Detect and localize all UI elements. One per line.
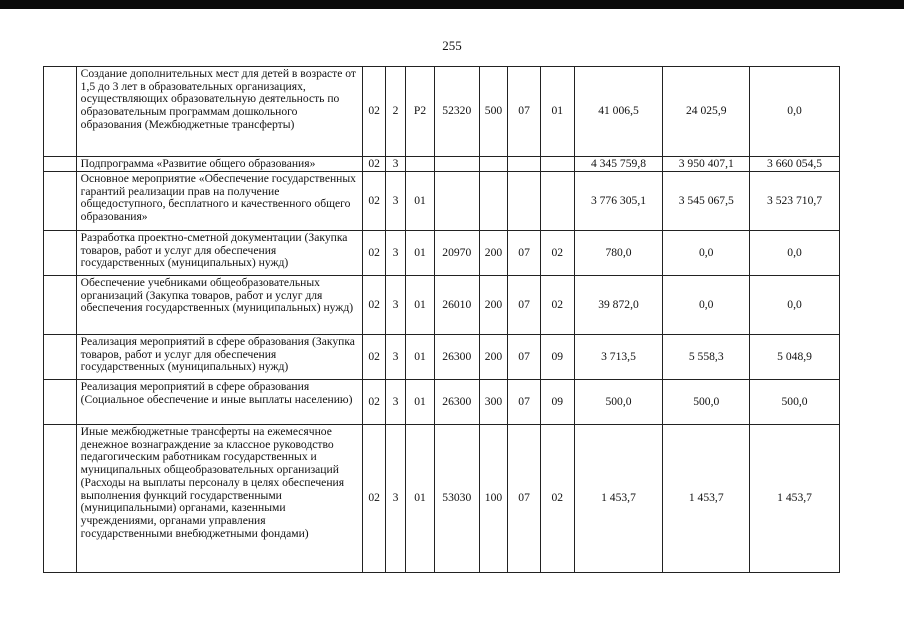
- code-measure: 01: [406, 335, 435, 380]
- amount-year-3: 5 048,9: [750, 335, 840, 380]
- code-program: 02: [363, 276, 385, 335]
- row-index-cell: [44, 231, 77, 276]
- amount-year-3: 3 523 710,7: [750, 172, 840, 231]
- table-row: [44, 157, 840, 172]
- code-subprogram: 3: [385, 335, 405, 380]
- code-program: 02: [363, 172, 385, 231]
- amount-year-1: 39 872,0: [574, 276, 663, 335]
- code-section: 07: [508, 67, 541, 157]
- code-direction: [434, 172, 479, 231]
- code-subsection: 09: [540, 380, 574, 425]
- budget-table: [43, 66, 840, 573]
- row-name: Подпрограмма «Развитие общего образования»: [76, 157, 363, 172]
- code-section: 07: [508, 425, 541, 573]
- code-subsection: 02: [540, 276, 574, 335]
- code-program: 02: [363, 67, 385, 157]
- code-section: 07: [508, 380, 541, 425]
- amount-year-1: 41 006,5: [574, 67, 663, 157]
- code-direction: 20970: [434, 231, 479, 276]
- code-expense-type: 200: [479, 276, 508, 335]
- amount-year-1: 500,0: [574, 380, 663, 425]
- code-subsection: [540, 157, 574, 172]
- code-direction: 26300: [434, 335, 479, 380]
- row-name: Обеспечение учебниками общеобразовательных организаций (Закупка товаров, работ и услуг для обеспечения государственных (муниципальных) нужд): [76, 276, 363, 335]
- code-program: 02: [363, 157, 385, 172]
- row-index-cell: [44, 172, 77, 231]
- amount-year-1: 3 776 305,1: [574, 172, 663, 231]
- code-measure: 01: [406, 425, 435, 573]
- code-direction: 26300: [434, 380, 479, 425]
- row-name: Создание дополнительных мест для детей в возрасте от 1,5 до 3 лет в образовательных организациях, осуществляющих образовательную деятельность по образовательным программам дошкольного образования (Межбюджетные трансферты): [76, 67, 363, 157]
- code-measure: 01: [406, 172, 435, 231]
- code-direction: 53030: [434, 425, 479, 573]
- code-section: 07: [508, 276, 541, 335]
- code-expense-type: [479, 157, 508, 172]
- code-section: [508, 172, 541, 231]
- amount-year-2: 0,0: [663, 231, 750, 276]
- code-subprogram: 3: [385, 425, 405, 573]
- row-name: Основное мероприятие «Обеспечение государственных гарантий реализации прав на получение общедоступного, бесплатного и качественного общего образования»: [76, 172, 363, 231]
- row-index-cell: [44, 335, 77, 380]
- code-section: 07: [508, 231, 541, 276]
- table-row: [44, 276, 840, 335]
- amount-year-3: 1 453,7: [750, 425, 840, 573]
- code-subsection: [540, 172, 574, 231]
- code-program: 02: [363, 380, 385, 425]
- code-subsection: 02: [540, 231, 574, 276]
- code-direction: [434, 157, 479, 172]
- amount-year-1: 1 453,7: [574, 425, 663, 573]
- row-index-cell: [44, 276, 77, 335]
- code-measure: 01: [406, 380, 435, 425]
- code-measure: 01: [406, 276, 435, 335]
- row-index-cell: [44, 425, 77, 573]
- code-subprogram: 3: [385, 157, 405, 172]
- code-program: 02: [363, 335, 385, 380]
- table-row: [44, 231, 840, 276]
- amount-year-2: 0,0: [663, 276, 750, 335]
- code-expense-type: 500: [479, 67, 508, 157]
- row-index-cell: [44, 157, 77, 172]
- code-direction: 52320: [434, 67, 479, 157]
- table-row: [44, 172, 840, 231]
- code-program: 02: [363, 231, 385, 276]
- amount-year-2: 5 558,3: [663, 335, 750, 380]
- page-number: 255: [442, 38, 462, 53]
- amount-year-2: 24 025,9: [663, 67, 750, 157]
- amount-year-1: 780,0: [574, 231, 663, 276]
- code-expense-type: [479, 172, 508, 231]
- amount-year-2: 500,0: [663, 380, 750, 425]
- code-direction: 26010: [434, 276, 479, 335]
- amount-year-1: 3 713,5: [574, 335, 663, 380]
- amount-year-3: 500,0: [750, 380, 840, 425]
- amount-year-2: 3 950 407,1: [663, 157, 750, 172]
- row-name: Реализация мероприятий в сфере образования (Социальное обеспечение и иные выплаты населению): [76, 380, 363, 425]
- code-subsection: 09: [540, 335, 574, 380]
- code-subprogram: 2: [385, 67, 405, 157]
- code-measure: 01: [406, 231, 435, 276]
- amount-year-2: 1 453,7: [663, 425, 750, 573]
- amount-year-2: 3 545 067,5: [663, 172, 750, 231]
- amount-year-3: 0,0: [750, 276, 840, 335]
- table-row: [44, 425, 840, 573]
- row-name: Разработка проектно-сметной документации (Закупка товаров, работ и услуг для обеспечения государственных (муниципальных) нужд): [76, 231, 363, 276]
- code-section: 07: [508, 335, 541, 380]
- row-name: Реализация мероприятий в сфере образования (Закупка товаров, работ и услуг для обеспечения государственных (муниципальных) нужд): [76, 335, 363, 380]
- code-expense-type: 200: [479, 335, 508, 380]
- code-subprogram: 3: [385, 380, 405, 425]
- row-name: Иные межбюджетные трансферты на ежемесячное денежное вознаграждение за классное руководство педагогическим работникам государственных и муниципальных общеобразовательных организаций (Расходы на выплаты персоналу в целях обеспечения выполнения функций государственными (муниципальными) органами, казенными учреждениями, органами управления государственными внебюджетными фондами): [76, 425, 363, 573]
- code-subprogram: 3: [385, 276, 405, 335]
- amount-year-3: 3 660 054,5: [750, 157, 840, 172]
- code-program: 02: [363, 425, 385, 573]
- code-measure: Р2: [406, 67, 435, 157]
- code-subprogram: 3: [385, 231, 405, 276]
- code-subsection: 02: [540, 425, 574, 573]
- code-section: [508, 157, 541, 172]
- page-top-border: [0, 0, 904, 9]
- amount-year-3: 0,0: [750, 231, 840, 276]
- amount-year-1: 4 345 759,8: [574, 157, 663, 172]
- amount-year-3: 0,0: [750, 67, 840, 157]
- table-row: [44, 380, 840, 425]
- row-index-cell: [44, 67, 77, 157]
- code-subprogram: 3: [385, 172, 405, 231]
- code-expense-type: 200: [479, 231, 508, 276]
- code-expense-type: 100: [479, 425, 508, 573]
- code-subsection: 01: [540, 67, 574, 157]
- code-measure: [406, 157, 435, 172]
- code-expense-type: 300: [479, 380, 508, 425]
- table-row: [44, 335, 840, 380]
- table-row: [44, 67, 840, 157]
- row-index-cell: [44, 380, 77, 425]
